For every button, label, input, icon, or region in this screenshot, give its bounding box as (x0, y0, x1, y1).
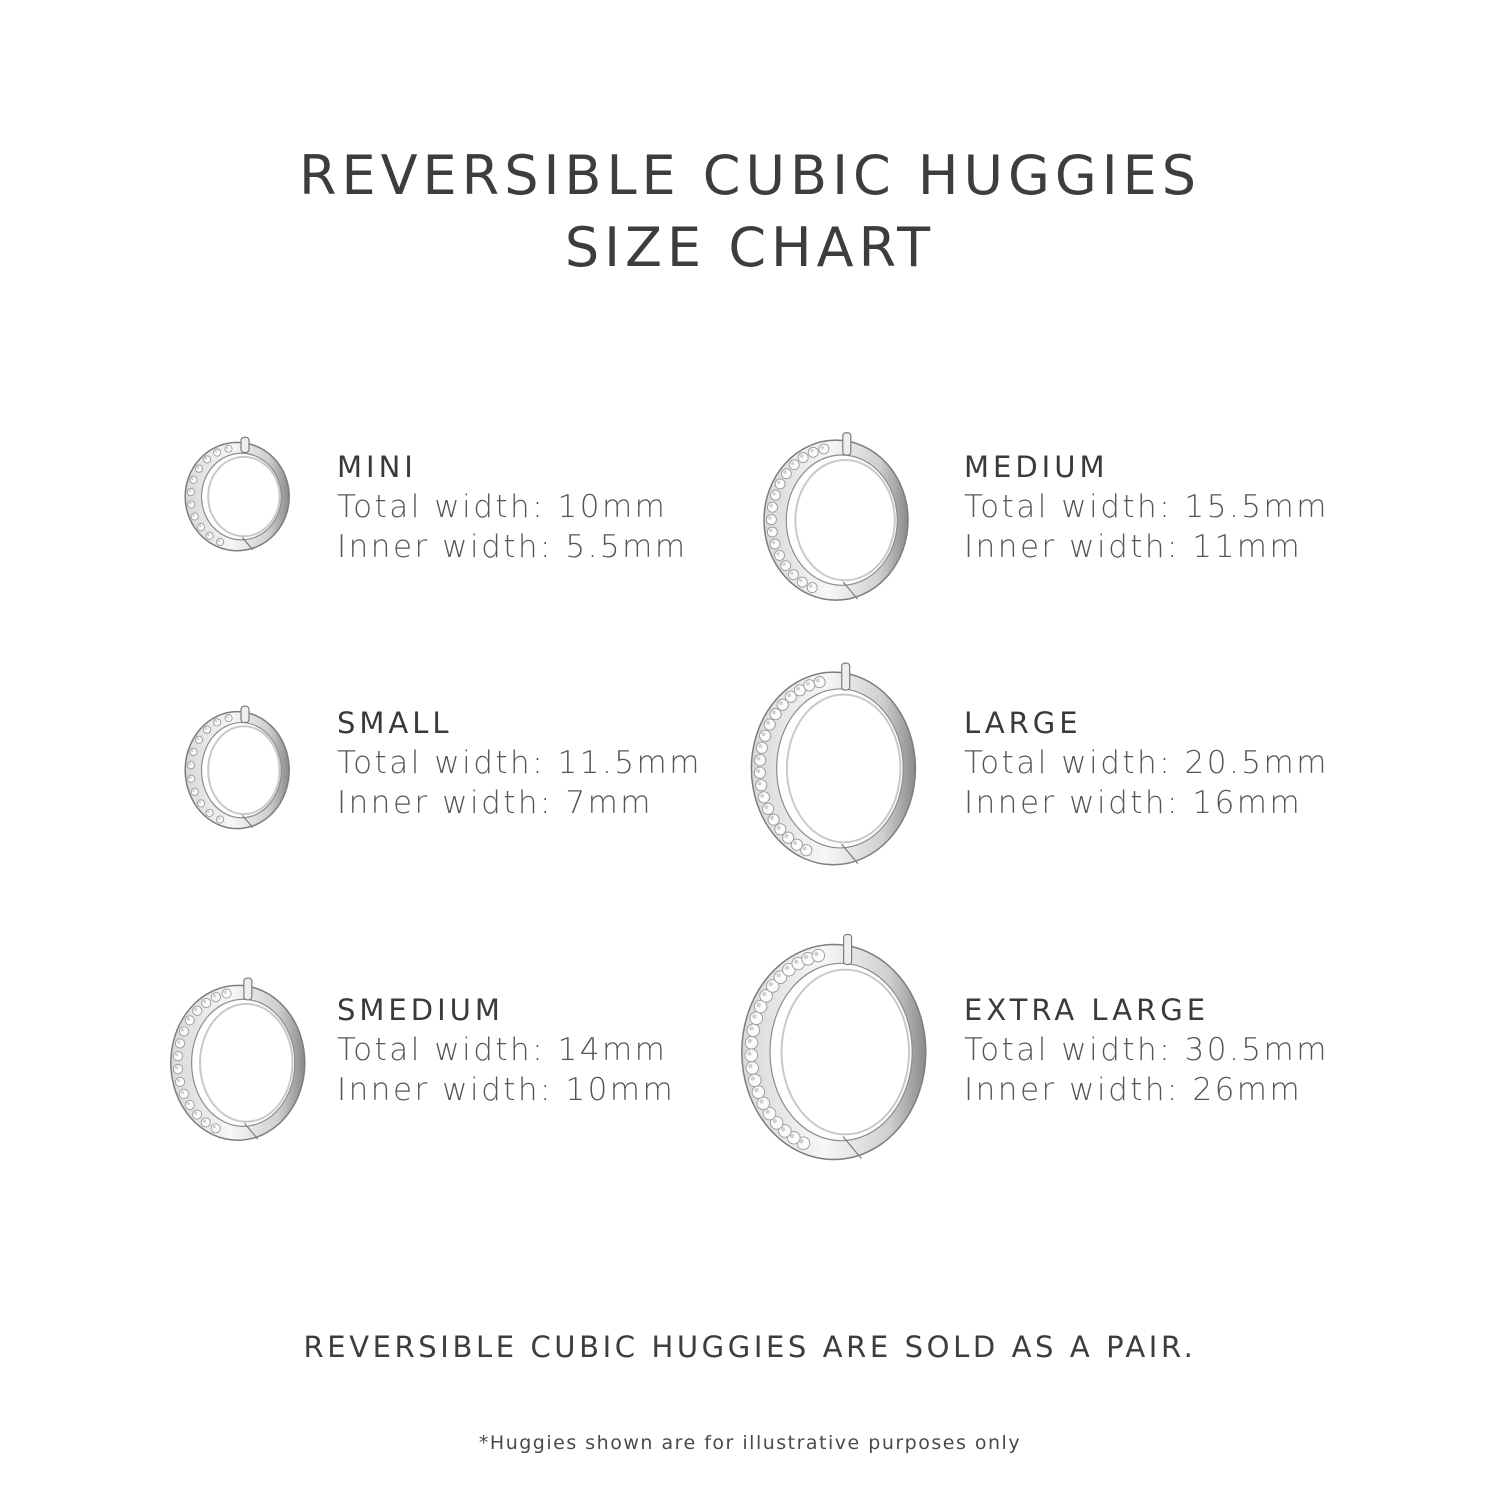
page-title (0, 140, 1500, 284)
huggie-earring-icon (745, 643, 915, 867)
huggie-earring-icon (758, 416, 908, 602)
size-name: SMALL (337, 706, 453, 740)
size-name: MEDIUM (964, 450, 1109, 484)
size-info-mini (337, 447, 688, 567)
total-width: Total width: 15.5mm (964, 489, 1329, 525)
size-info-smedium (337, 990, 675, 1110)
total-width: Total width: 11.5mm (337, 745, 702, 781)
illustrative-disclaimer: *Huggies shown are for illustrative purposes only (478, 1432, 1022, 1454)
inner-width: Inner width: 26mm (964, 1072, 1303, 1108)
size-info-medium (964, 447, 1329, 567)
inner-width: Inner width: 11mm (964, 529, 1303, 565)
size-info-small (337, 703, 702, 823)
total-width: Total width: 30.5mm (964, 1032, 1329, 1068)
size-info-large (964, 703, 1329, 823)
total-width: Total width: 10mm (337, 489, 668, 525)
title-line-1: REVERSIBLE CUBIC HUGGIES (298, 144, 1202, 207)
huggie-earring-icon (180, 426, 290, 552)
huggie-earring-icon (180, 694, 290, 830)
huggie-earring-icon (165, 962, 305, 1142)
size-name: EXTRA LARGE (964, 993, 1210, 1027)
pair-notice: REVERSIBLE CUBIC HUGGIES ARE SOLD AS A PAIR. (303, 1330, 1197, 1364)
inner-width: Inner width: 16mm (964, 785, 1303, 821)
total-width: Total width: 20.5mm (964, 745, 1329, 781)
inner-width: Inner width: 10mm (337, 1072, 676, 1108)
size-name: SMEDIUM (337, 993, 504, 1027)
inner-width: Inner width: 7mm (337, 785, 653, 821)
size-name: MINI (337, 450, 417, 484)
huggie-earring-icon (735, 912, 925, 1162)
size-info-extra-large (964, 990, 1329, 1110)
inner-width: Inner width: 5.5mm (337, 529, 688, 565)
title-line-2: SIZE CHART (564, 216, 936, 279)
total-width: Total width: 14mm (337, 1032, 668, 1068)
size-name: LARGE (964, 706, 1082, 740)
